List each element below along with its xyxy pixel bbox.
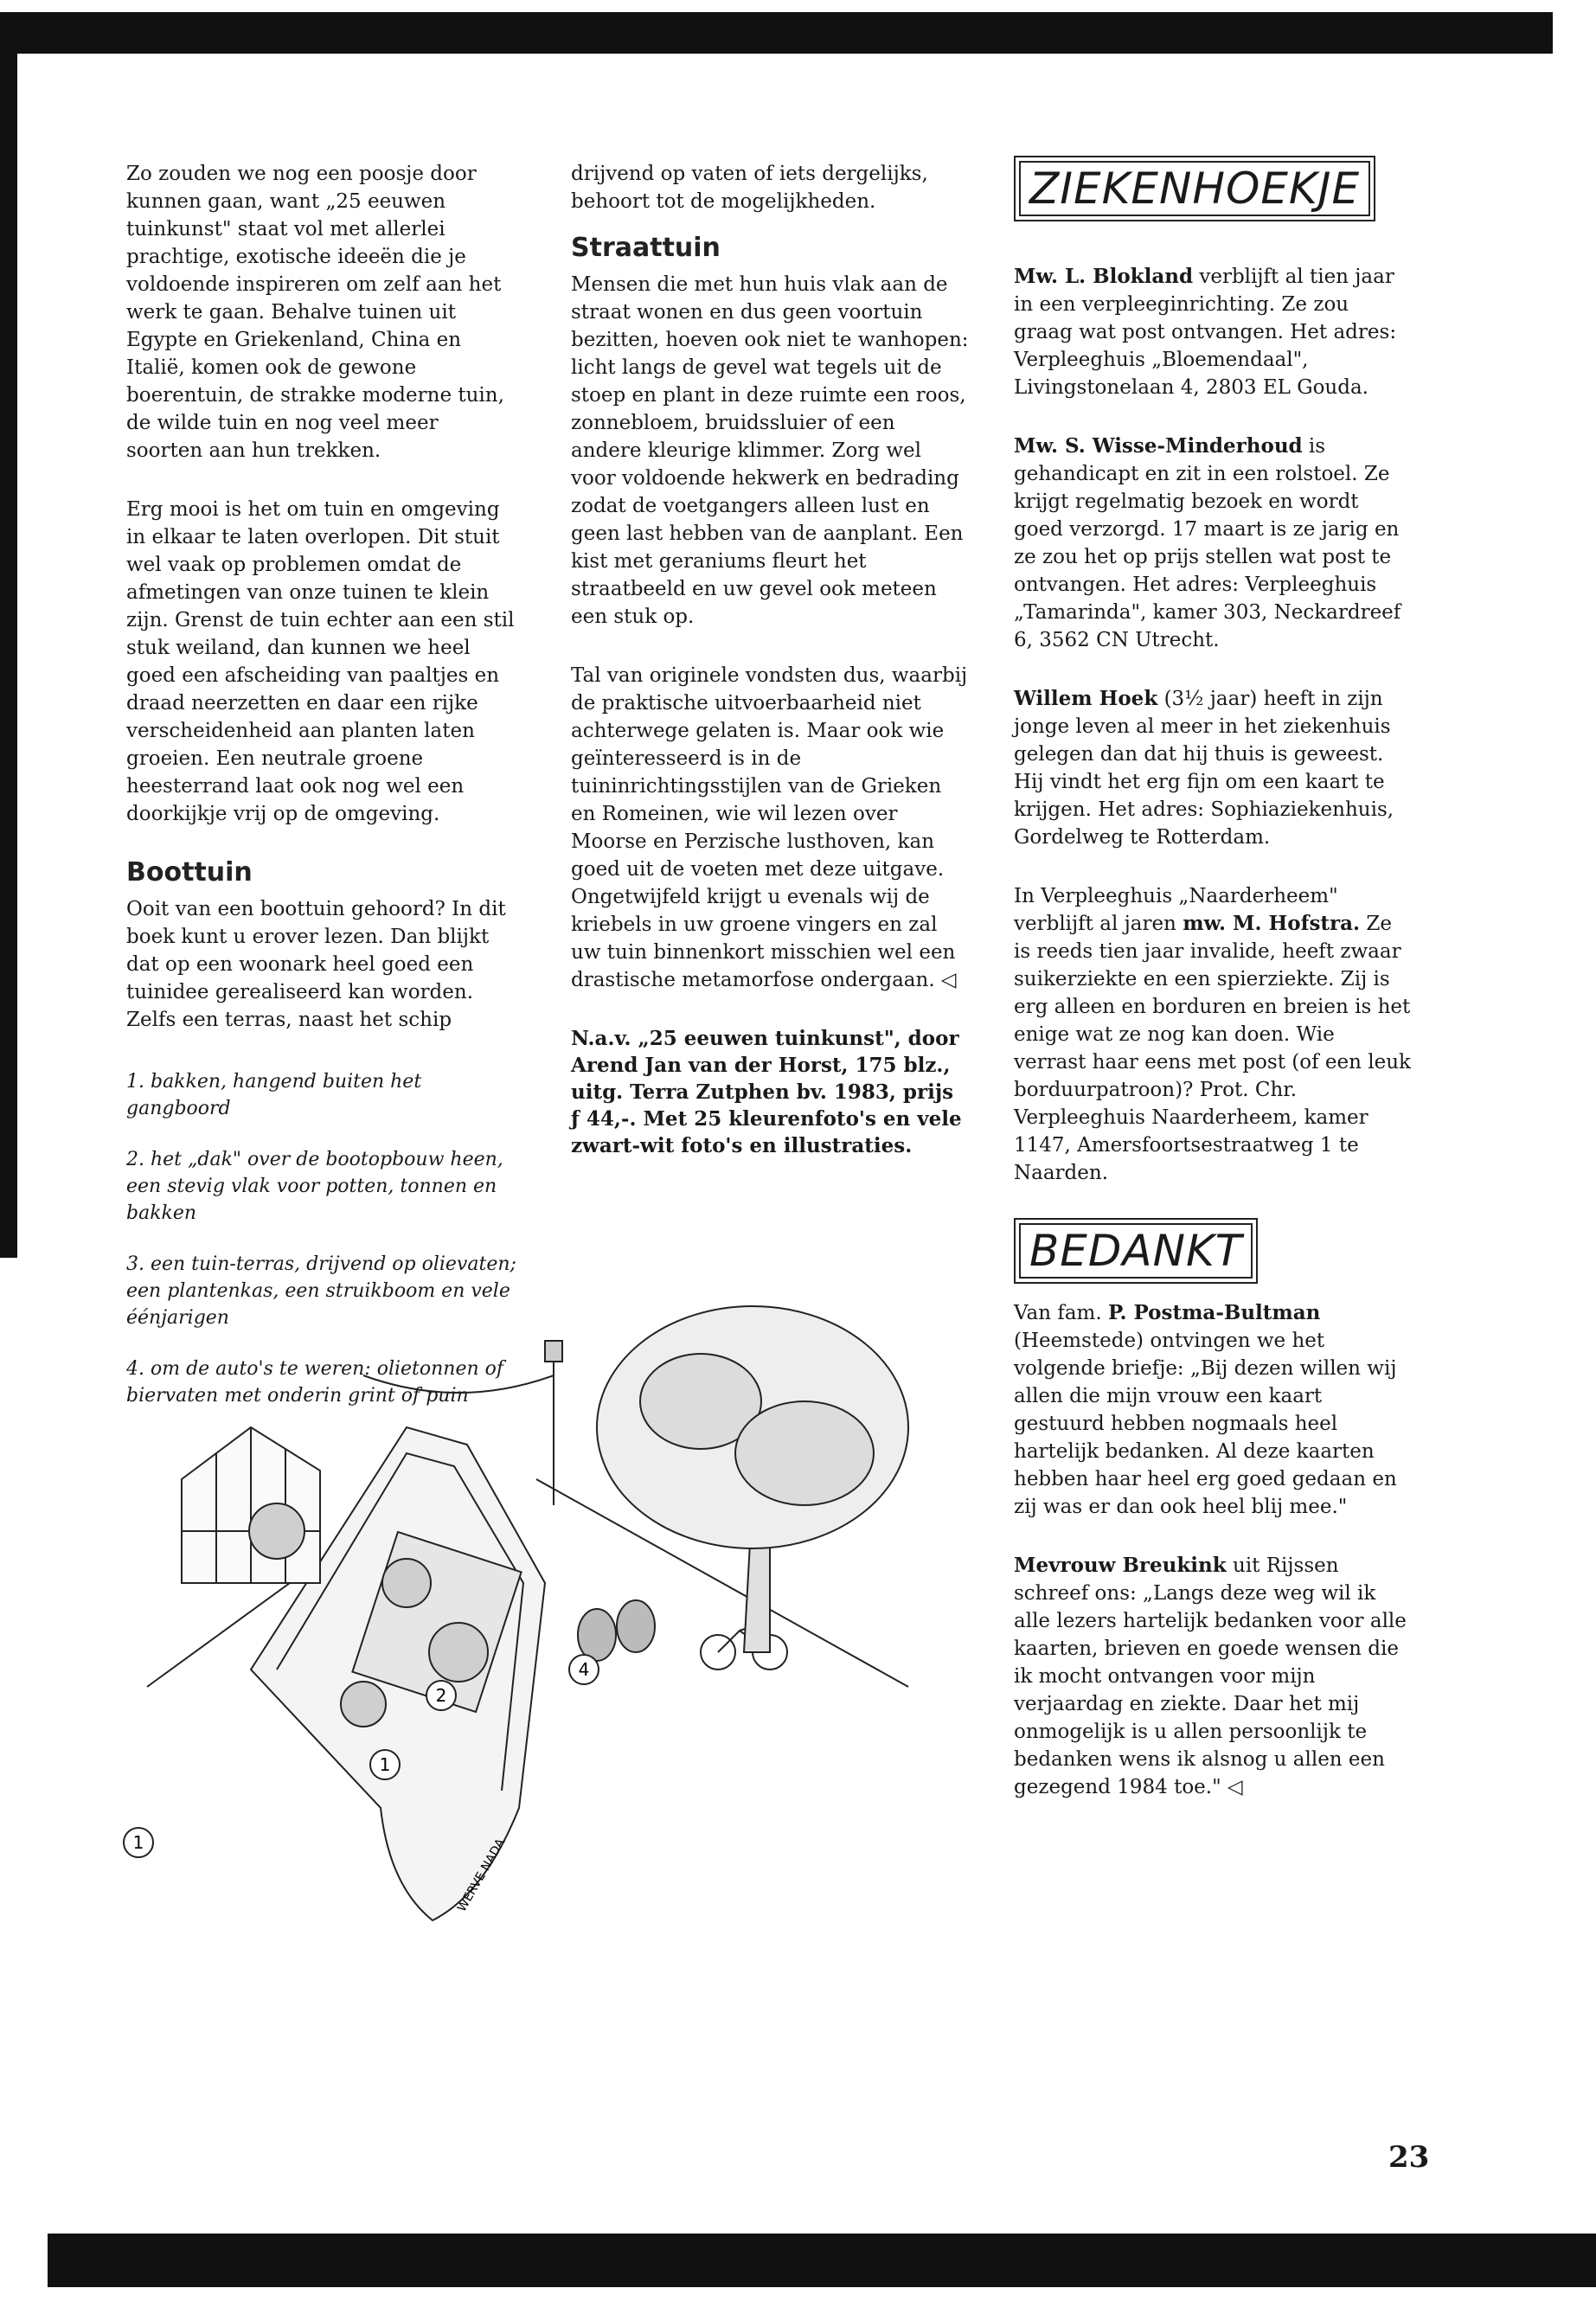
bedankt-2-text: uit Rijssen schreef ons: „Langs deze weg wil ik alle lezers hartelijk bedanken voor alle kaarten, brieven en goede wensen die ik mocht ontvangen voor mijn verjaardag en ziekte. Daar het mij onmogelijk is u allen persoonlijk te bedanken wens ik alsnog u allen een gezegend 1984 toe." ◁: [1014, 1554, 1407, 1798]
plant-cluster: [382, 1559, 431, 1607]
left-black-bar: [0, 12, 17, 1258]
column-1: [126, 160, 520, 1433]
ziekenhoekje-entry-2: [1014, 433, 1412, 654]
caption-2: 2. het „dak" over de bootopbouw heen, een stevig vlak voor potten, tonnen en bakken: [126, 1149, 503, 1224]
entry-3-name: Willem Hoek: [1014, 687, 1158, 710]
heading-ziekenhoekje: ZIEKENHOEKJE: [1019, 161, 1370, 216]
caption-4: 4. om de auto's te weren: olietonnen of biervaten met onderin grint of puin: [126, 1358, 504, 1407]
col2-paragraph-2: Mensen die met hun huis vlak aan de straat wonen en dus geen voortuin bezitten, hoeven ook niet te wanhopen: licht langs de gevel wat tegels uit de stoep en plant in deze ruimte een roos, zonnebloem, bruidssluier of een andere kleurige klimmer. Zorg wel voor voldoende hekwerk en bedrading zodat de voetgangers alleen lust en geen last hebben van de aanplant. Een kist met geraniums fleurt het straatbeeld en uw gevel ook meteen een stuk op.: [571, 273, 969, 628]
entry-4-pre: In Verpleeghuis „Naarderheem" verblijft al jaren: [1014, 885, 1338, 935]
ziekenhoekje-entry-4: [1014, 882, 1412, 1187]
bedankt-entry-2: [1014, 1552, 1412, 1801]
boat-name-label: WERVE NADA: [454, 1836, 509, 1915]
barrel: [617, 1600, 655, 1652]
entry-4-text: Ze is reeds tien jaar invalide, heeft zwaar suikerziekte en een spierziekte. Zij is erg alleen en borduren en breien is het enige wat ze nog kan doen. Wie verrast haar eens met post (of een leuk borduurpatroon)? Prot. Chr. Verpleeghuis Naarderheem, kamer 1147, Amersfoortsestraatweg 1 te Naarden.: [1014, 913, 1411, 1184]
entry-3-text: (3½ jaar) heeft in zijn jonge leven al meer in het ziekenhuis gelegen dan dat hij thuis is geweest. Hij vindt het erg fijn om een kaart te krijgen. Het adres: Sophiaziekenhuis, Gordelweg te Rotterdam.: [1014, 688, 1394, 849]
entry-2-text: is gehandicapt en zit in een rolstoel. Ze krijgt regelmatig bezoek en wordt goed verzorgd. 17 maart is ze jarig en ze zou het op prijs stellen wat post te ontvangen. Het adres: Verpleeghuis „Tamarinda", kamer 303, Neckardreef 6, 3562 CN Utrecht.: [1014, 435, 1401, 651]
bedankt-2-name: Mevrouw Breukink: [1014, 1554, 1227, 1577]
marker-1a: 1: [132, 1832, 144, 1853]
book-reference-note: N.a.v. „25 eeuwen tuinkunst", door Arend Jan van der Horst, 175 blz., uitg. Terra Zutphen bv. 1983, prijs ƒ 44,-. Met 25 kleurenfoto's en vele zwart-wit foto's en illustraties.: [571, 1027, 962, 1157]
clothes-line: [363, 1375, 554, 1393]
ziekenhoekje-entry-3: [1014, 685, 1412, 851]
page-number: 23: [1388, 2140, 1430, 2175]
bedankt-entry-1: [1014, 1299, 1412, 1521]
col2-paragraph-3: Tal van originele vondsten dus, waarbij de praktische uitvoerbaarheid niet achterwege gelaten is. Maar ook wie geïnteresseerd is in de tuininrichtingsstijlen van de Grieken en Romeinen, wie wil lezen over Moorse en Perzische lusthoven, kan goed uit de voeten met deze uitgave. Ongetwijfeld krijgt u evenals wij de kriebels in uw groene vingers en zal uw tuin binnenkort misschien wel een drastische metamorfose ondergaan. ◁: [571, 664, 968, 991]
ziekenhoekje-entry-1: [1014, 263, 1412, 401]
plant-cluster: [249, 1503, 304, 1559]
col1-paragraph-3: Ooit van een boottuin gehoord? In dit boek kunt u erover lezen. Dan blijkt dat op een woonark heel goed een tuinidee gerealiseerd kan worden. Zelfs een terras, naast het schip: [126, 898, 506, 1031]
bedankt-1-text: (Heemstede) ontvingen we het volgende briefje: „Bij dezen willen wij allen die mijn vrouw een kaart gestuurd hebben nogmaals heel hartelijk bedanken. Al deze kaarten hebben haar heel erg goed gedaan en zij was er dan ook heel blij mee.": [1014, 1330, 1397, 1518]
top-black-bar: [0, 12, 1553, 54]
caption-1: 1. bakken, hangend buiten het gangboord: [126, 1071, 422, 1119]
heading-boottuin: Boottuin: [126, 857, 253, 888]
marker-1b: 1: [379, 1754, 391, 1775]
lamp: [545, 1341, 562, 1362]
marker-4: 4: [578, 1659, 590, 1680]
heading-bedankt: BEDANKT: [1019, 1223, 1253, 1279]
column-3: [1014, 156, 1412, 1832]
bottom-black-bar: [48, 2234, 1596, 2287]
heading-straattuin: Straattuin: [571, 233, 721, 263]
barrel: [578, 1609, 616, 1661]
bedankt-1-name: P. Postma-Bultman: [1108, 1301, 1321, 1324]
bedankt-1-pre: Van fam.: [1014, 1302, 1108, 1324]
col1-paragraph-1: Zo zouden we nog een poosje door kunnen gaan, want „25 eeuwen tuinkunst" staat vol met allerlei prachtige, exotische ideeën die je voldoende inspireren om zelf aan het werk te gaan. Behalve tuinen uit Egypte en Griekenland, China en Italië, komen ook de gewone boerentuin, de strakke moderne tuin, de wilde tuin en nog veel meer soorten aan hun trekken.: [126, 163, 504, 462]
column-2: [571, 160, 969, 1190]
tree-foliage: [735, 1401, 874, 1505]
col1-paragraph-2: Erg mooi is het om tuin en omgeving in elkaar te laten overlopen. Dit stuit wel vaak op problemen omdat de afmetingen van onze tuinen te klein zijn. Grenst de tuin echter aan een stil stuk weiland, dan kunnen we heel goed een afscheiding van paaltjes en draad neerzetten en daar een rijke verscheidenheid aan planten laten groeien. Een neutrale groene heesterrand laat ook nog wel een doorkijkje vrij op de omgeving.: [126, 498, 515, 825]
marker-2: 2: [435, 1685, 447, 1706]
col2-paragraph-1: drijvend op vaten of iets dergelijks, behoort tot de mogelijkheden.: [571, 163, 928, 213]
houseboat-garden-illustration: [132, 1324, 977, 2059]
entry-2-name: Mw. S. Wisse-Minderhoud: [1014, 434, 1303, 458]
entry-1-name: Mw. L. Blokland: [1014, 265, 1194, 288]
plant-cluster: [429, 1623, 488, 1682]
plant-cluster: [341, 1682, 386, 1727]
entry-4-name: mw. M. Hofstra.: [1183, 912, 1361, 935]
caption-3: 3. een tuin-terras, drijvend op olievaten; een plantenkas, een struikboom en vele éénjarigen: [126, 1253, 516, 1329]
entry-1-text: verblijft al tien jaar in een verpleeginrichting. Ze zou graag wat post ontvangen. Het adres: Verpleeghuis „Bloemendaal", Livingstonelaan 4, 2803 EL Gouda.: [1014, 266, 1397, 399]
